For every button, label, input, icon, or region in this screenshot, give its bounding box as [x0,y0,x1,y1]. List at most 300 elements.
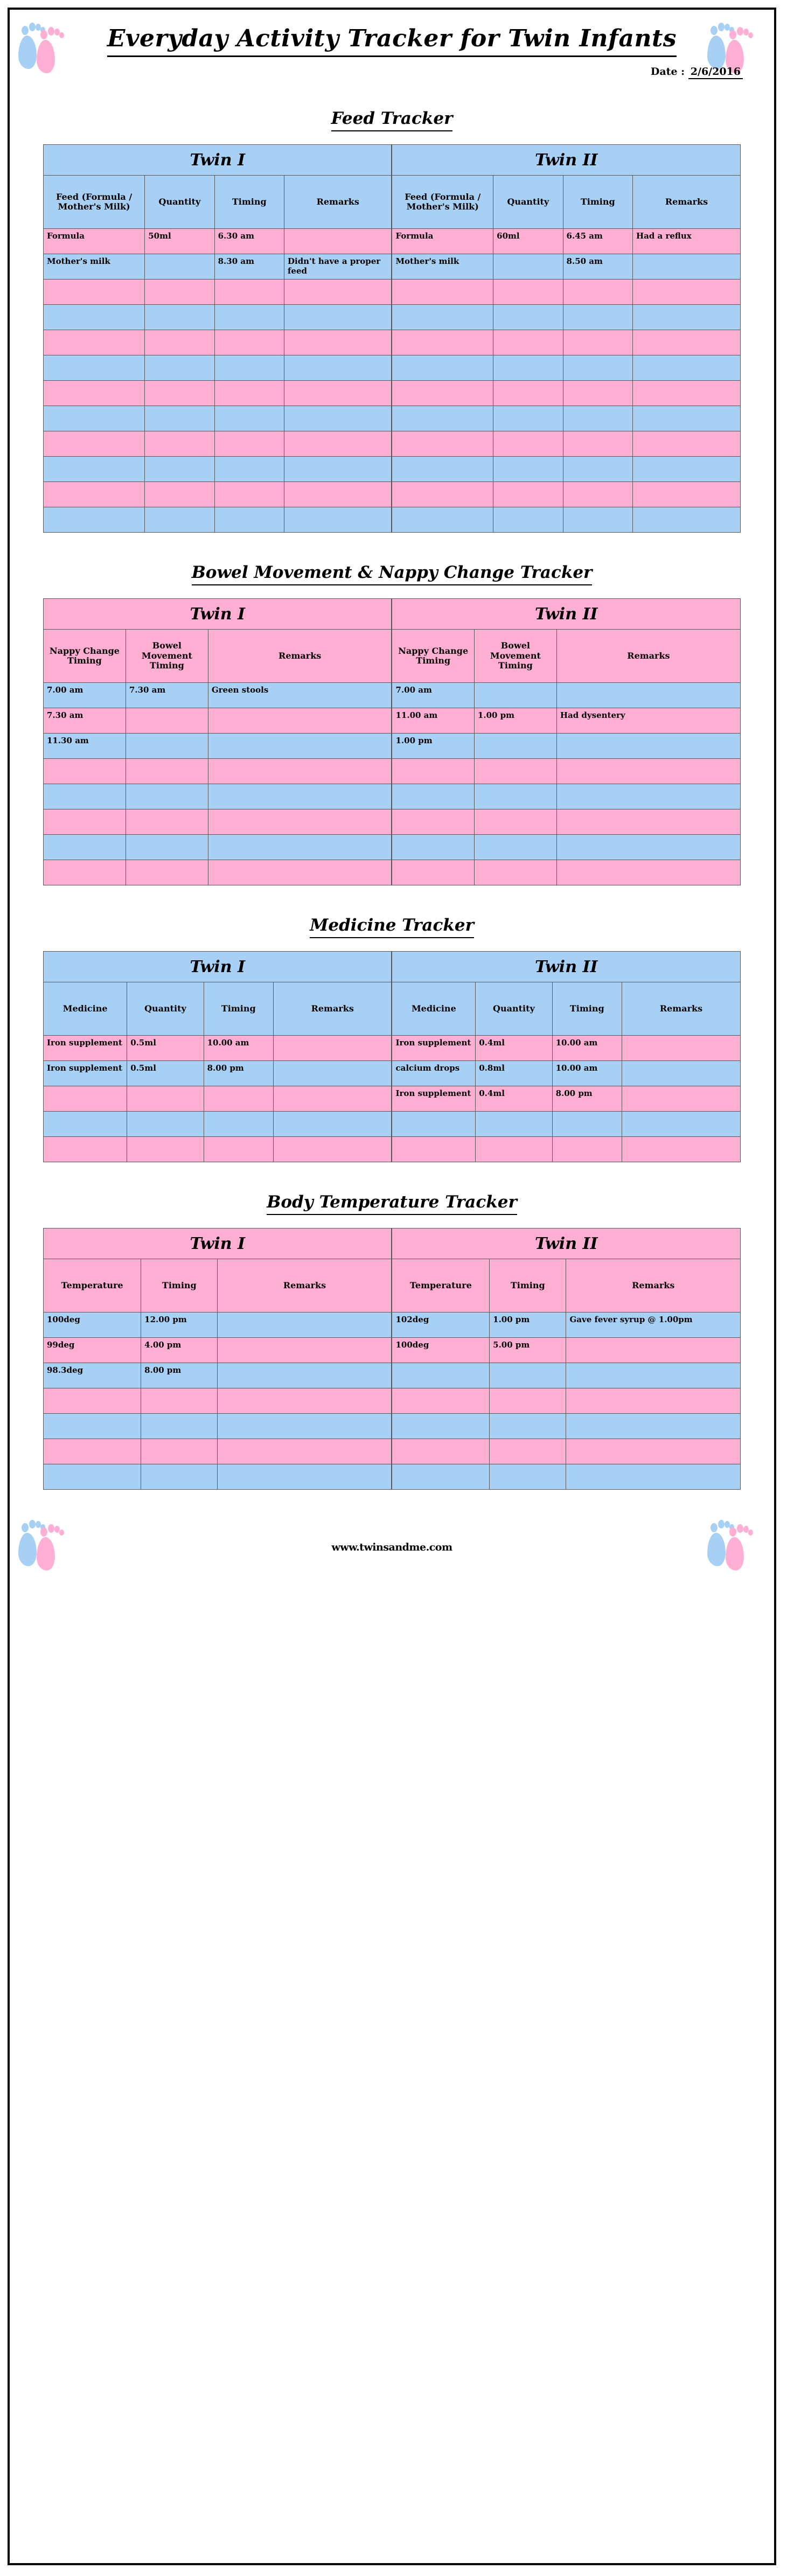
table-cell[interactable]: 0.5ml [127,1061,204,1086]
column-header: Quantity [145,176,214,229]
column-header: Remarks [632,176,740,229]
table-cell[interactable] [44,507,145,533]
column-header: Feed (Formula / Mother's Milk) [392,176,493,229]
table-cell[interactable] [493,330,563,355]
column-header: Remarks [208,630,392,683]
table-cell[interactable] [392,507,493,533]
table-cell[interactable] [493,305,563,330]
table-cell[interactable]: 8.00 pm [141,1363,218,1388]
table-row [44,1464,741,1490]
table-cell[interactable] [392,1112,475,1137]
table-cell[interactable] [145,457,214,482]
table-cell[interactable] [208,759,392,784]
table-cell[interactable]: Iron supplement [44,1036,127,1061]
table-cell[interactable]: 6.30 am [214,229,284,254]
table-cell[interactable] [44,1464,141,1490]
tracker-page [8,8,776,2565]
table-cell[interactable] [632,406,740,431]
table-cell[interactable] [476,1137,552,1162]
table-cell[interactable]: Had dysentery [556,708,740,734]
table-cell[interactable] [474,683,556,708]
table-cell[interactable] [44,835,126,860]
table-cell[interactable] [214,280,284,305]
table-cell[interactable] [493,406,563,431]
table-row [44,1112,741,1137]
table-cell[interactable] [632,431,740,457]
table-cell[interactable] [563,457,632,482]
table-cell[interactable] [273,1061,392,1086]
table-cell[interactable] [218,1338,392,1363]
table-cell[interactable]: 102deg [392,1313,489,1338]
table-cell[interactable] [44,1112,127,1137]
table-row [44,406,741,431]
column-header: Remarks [273,982,392,1036]
table-row [44,835,741,860]
table-cell[interactable] [493,457,563,482]
table-cell[interactable] [145,330,214,355]
table-cell[interactable] [44,784,126,809]
table-cell[interactable] [556,734,740,759]
table-cell[interactable]: 100deg [392,1338,489,1363]
table-cell[interactable]: 8.00 pm [552,1086,622,1112]
page-title [10,10,774,52]
table-cell[interactable] [632,457,740,482]
table-cell[interactable]: 8.50 am [563,254,632,280]
table-cell[interactable] [556,860,740,885]
section-title-bowel [10,563,774,582]
table-cell[interactable] [566,1464,741,1490]
table-cell[interactable] [392,381,493,406]
column-header: Nappy Change Timing [392,630,474,683]
table-cell[interactable] [622,1086,740,1112]
table-cell[interactable] [632,482,740,507]
table-cell[interactable]: Iron supplement [44,1061,127,1086]
table-cell[interactable] [392,1414,489,1439]
table-cell[interactable] [44,482,145,507]
table-cell[interactable]: 4.00 pm [141,1338,218,1363]
section-title-text: Medicine Tracker [310,916,474,938]
table-cell[interactable] [284,280,392,305]
table-cell[interactable] [44,1086,127,1112]
column-header: Temperature [392,1259,489,1313]
column-header: Remarks [622,982,740,1036]
table-cell[interactable]: Had a reflux [632,229,740,254]
spacer [10,1162,774,1192]
table-row [44,1363,741,1388]
table-cell[interactable] [44,809,126,835]
column-header: Medicine [392,982,475,1036]
table-cell[interactable] [392,860,474,885]
table-cell[interactable] [392,355,493,381]
table-cell[interactable] [214,355,284,381]
table-cell[interactable]: Iron supplement [392,1086,475,1112]
table-cell[interactable] [474,809,556,835]
table-cell[interactable] [556,759,740,784]
tracker-table-feed [43,144,741,533]
table-cell[interactable] [273,1086,392,1112]
table-cell[interactable] [145,355,214,381]
table-cell[interactable] [284,507,392,533]
table-cell[interactable]: 7.30 am [44,708,126,734]
table-cell[interactable] [145,406,214,431]
table-row [44,1414,741,1439]
twin-header-row [44,599,741,630]
table-row [44,431,741,457]
table-cell[interactable] [552,1137,622,1162]
table-cell[interactable] [622,1061,740,1086]
table-cell[interactable] [218,1313,392,1338]
table-cell[interactable] [273,1112,392,1137]
table-cell[interactable] [392,280,493,305]
table-cell[interactable] [208,784,392,809]
table-row [44,784,741,809]
table-cell[interactable] [392,1363,489,1388]
table-cell[interactable]: 1.00 pm [474,708,556,734]
footer-url[interactable]: www.twinsandme.com [331,1541,452,1553]
table-cell[interactable] [632,507,740,533]
spacer [10,90,774,109]
table-cell[interactable] [392,305,493,330]
table-cell[interactable] [204,1086,273,1112]
table-cell[interactable]: Green stools [208,683,392,708]
table-cell[interactable] [44,1137,127,1162]
table-cell[interactable] [273,1036,392,1061]
table-cell[interactable] [284,482,392,507]
table-cell[interactable]: Iron supplement [392,1036,475,1061]
table-cell[interactable] [127,1137,204,1162]
twin-header-row [44,1228,741,1259]
table-cell[interactable]: Formula [44,229,145,254]
table-cell[interactable]: Mother's milk [392,254,493,280]
tracker-table-temperature [43,1228,741,1490]
table-wrapper-medicine [10,951,774,1162]
table-cell[interactable] [214,330,284,355]
table-cell[interactable] [632,305,740,330]
column-header: Bowel Movement Timing [126,630,208,683]
table-row [44,457,741,482]
table-cell[interactable] [208,734,392,759]
table-cell[interactable] [284,431,392,457]
column-header-row [44,982,741,1036]
table-cell[interactable] [622,1036,740,1061]
table-wrapper-bowel [10,598,774,885]
date-label: Date : [650,66,685,78]
table-cell[interactable] [208,708,392,734]
table-cell[interactable] [204,1137,273,1162]
table-cell[interactable] [632,355,740,381]
table-cell[interactable] [141,1464,218,1490]
table-row [44,1388,741,1414]
table-cell[interactable] [44,381,145,406]
table-cell[interactable] [566,1363,741,1388]
section-title-text: Feed Tracker [331,109,453,131]
table-cell[interactable] [490,1388,566,1414]
table-cell[interactable] [493,482,563,507]
table-cell[interactable] [563,305,632,330]
table-cell[interactable] [44,431,145,457]
table-row [44,381,741,406]
table-cell[interactable]: 6.45 am [563,229,632,254]
table-cell[interactable]: 5.00 pm [490,1338,566,1363]
column-header-row [44,1259,741,1313]
table-cell[interactable] [126,860,208,885]
table-cell[interactable] [493,254,563,280]
table-cell[interactable] [563,507,632,533]
table-cell[interactable] [145,381,214,406]
table-cell[interactable] [490,1363,566,1388]
table-cell[interactable] [218,1439,392,1464]
table-cell[interactable] [145,507,214,533]
column-header: Timing [214,176,284,229]
table-cell[interactable] [44,860,126,885]
table-cell[interactable] [632,330,740,355]
table-cell[interactable]: Gave fever syrup @ 1.00pm [566,1313,741,1338]
column-header: Remarks [284,176,392,229]
table-cell[interactable] [493,381,563,406]
table-cell[interactable]: 10.00 am [552,1036,622,1061]
table-row [44,1439,741,1464]
table-cell[interactable]: 8.00 pm [204,1061,273,1086]
table-cell[interactable] [218,1388,392,1414]
table-cell[interactable] [44,330,145,355]
table-row [44,1313,741,1338]
table-cell[interactable] [208,860,392,885]
table-cell[interactable] [214,431,284,457]
table-cell[interactable]: 10.00 am [204,1036,273,1061]
table-cell[interactable] [284,457,392,482]
table-cell[interactable] [214,406,284,431]
column-header-row [44,176,741,229]
table-cell[interactable] [218,1464,392,1490]
table-cell[interactable] [214,457,284,482]
table-cell[interactable]: 1.00 pm [490,1313,566,1338]
table-cell[interactable] [632,254,740,280]
table-cell[interactable] [204,1112,273,1137]
table-cell[interactable] [622,1112,740,1137]
spacer [10,885,774,916]
column-header: Temperature [44,1259,141,1313]
table-row [44,1137,741,1162]
table-cell[interactable] [563,355,632,381]
table-cell[interactable] [44,1414,141,1439]
table-cell[interactable] [552,1112,622,1137]
table-cell[interactable] [474,759,556,784]
table-cell[interactable] [392,330,493,355]
table-cell[interactable] [273,1137,392,1162]
table-cell[interactable] [493,355,563,381]
table-cell[interactable] [392,431,493,457]
twin-header-one: Twin I [44,145,392,176]
column-header-row [44,630,741,683]
table-cell[interactable] [566,1388,741,1414]
tracker-sections [10,90,774,1490]
table-cell[interactable] [563,482,632,507]
table-cell[interactable] [44,305,145,330]
table-cell[interactable] [566,1414,741,1439]
table-cell[interactable] [214,305,284,330]
table-cell[interactable]: 7.00 am [392,683,474,708]
table-cell[interactable] [214,507,284,533]
table-cell[interactable]: 10.00 am [552,1061,622,1086]
table-cell[interactable] [208,835,392,860]
table-cell[interactable] [556,784,740,809]
table-cell[interactable]: 11.00 am [392,708,474,734]
table-cell[interactable] [632,280,740,305]
table-cell[interactable]: 12.00 pm [141,1313,218,1338]
table-cell[interactable] [392,406,493,431]
table-cell[interactable] [493,280,563,305]
column-header: Timing [490,1259,566,1313]
table-cell[interactable] [44,1388,141,1414]
table-cell[interactable] [392,1439,489,1464]
column-header: Remarks [556,630,740,683]
table-row [44,708,741,734]
table-row [44,759,741,784]
table-cell[interactable] [284,305,392,330]
table-cell[interactable] [622,1137,740,1162]
table-cell[interactable]: 50ml [145,229,214,254]
table-cell[interactable] [632,381,740,406]
table-cell[interactable] [126,784,208,809]
table-cell[interactable] [284,355,392,381]
column-header: Remarks [218,1259,392,1313]
page-title-text: Everyday Activity Tracker for Twin Infants [107,25,677,57]
table-cell[interactable]: 1.00 pm [392,734,474,759]
table-cell[interactable] [218,1414,392,1439]
tracker-table-medicine [43,951,741,1162]
table-cell[interactable] [563,280,632,305]
table-cell[interactable] [44,406,145,431]
table-cell[interactable] [493,507,563,533]
section-title-feed [10,109,774,128]
table-cell[interactable] [126,809,208,835]
table-cell[interactable]: 0.8ml [476,1061,552,1086]
table-cell[interactable] [145,305,214,330]
table-cell[interactable] [563,381,632,406]
table-cell[interactable] [566,1439,741,1464]
table-cell[interactable] [218,1363,392,1388]
table-cell[interactable] [392,1137,475,1162]
table-row [44,229,741,254]
table-cell[interactable] [392,809,474,835]
table-cell[interactable] [214,482,284,507]
table-cell[interactable] [474,784,556,809]
table-cell[interactable] [563,431,632,457]
table-cell[interactable] [556,835,740,860]
table-cell[interactable] [490,1439,566,1464]
table-cell[interactable] [126,759,208,784]
table-cell[interactable] [563,406,632,431]
table-cell[interactable] [493,431,563,457]
table-cell[interactable]: 7.00 am [44,683,126,708]
table-cell[interactable] [392,1388,489,1414]
table-cell[interactable] [392,1464,489,1490]
table-cell[interactable]: Didn't have a proper feed [284,254,392,280]
table-cell[interactable]: 99deg [44,1338,141,1363]
twin-header-two: Twin II [392,599,740,630]
table-cell[interactable] [566,1338,741,1363]
table-cell[interactable] [474,734,556,759]
table-cell[interactable] [141,1414,218,1439]
table-cell[interactable] [556,809,740,835]
table-cell[interactable] [126,734,208,759]
table-cell[interactable] [208,809,392,835]
table-cell[interactable] [145,254,214,280]
table-cell[interactable] [44,759,126,784]
tracker-table-bowel [43,598,741,885]
table-cell[interactable] [126,835,208,860]
table-row [44,1036,741,1061]
table-cell[interactable] [126,708,208,734]
table-cell[interactable]: Mother's milk [44,254,145,280]
table-cell[interactable]: Formula [392,229,493,254]
table-cell[interactable] [145,280,214,305]
table-cell[interactable]: calcium drops [392,1061,475,1086]
table-cell[interactable] [284,406,392,431]
footprints-left [15,19,80,79]
table-cell[interactable] [284,229,392,254]
table-row [44,330,741,355]
table-cell[interactable]: 0.4ml [476,1086,552,1112]
table-cell[interactable] [392,482,493,507]
table-cell[interactable]: 8.30 am [214,254,284,280]
table-cell[interactable] [392,759,474,784]
date-value[interactable]: 2/6/2016 [688,66,743,79]
table-cell[interactable]: 100deg [44,1313,141,1338]
table-cell[interactable] [563,330,632,355]
table-cell[interactable] [474,835,556,860]
table-cell[interactable] [474,860,556,885]
table-row [44,507,741,533]
table-row [44,1338,741,1363]
table-cell[interactable] [392,784,474,809]
table-cell[interactable]: 98.3deg [44,1363,141,1388]
table-cell[interactable] [141,1439,218,1464]
table-cell[interactable] [556,683,740,708]
table-cell[interactable]: 60ml [493,229,563,254]
table-cell[interactable]: 0.5ml [127,1036,204,1061]
column-header: Quantity [493,176,563,229]
table-cell[interactable] [44,355,145,381]
twin-header-one: Twin I [44,599,392,630]
table-cell[interactable] [392,457,493,482]
table-cell[interactable] [44,1439,141,1464]
table-cell[interactable] [127,1086,204,1112]
column-header: Nappy Change Timing [44,630,126,683]
table-cell[interactable]: 0.4ml [476,1036,552,1061]
table-cell[interactable] [490,1414,566,1439]
table-cell[interactable] [284,330,392,355]
table-cell[interactable] [44,457,145,482]
table-cell[interactable]: 7.30 am [126,683,208,708]
table-cell[interactable] [141,1388,218,1414]
table-cell[interactable] [145,431,214,457]
table-cell[interactable] [127,1112,204,1137]
table-row [44,1061,741,1086]
table-row [44,809,741,835]
table-cell[interactable] [490,1464,566,1490]
table-cell[interactable] [284,381,392,406]
table-cell[interactable] [214,381,284,406]
table-cell[interactable] [145,482,214,507]
column-header: Feed (Formula / Mother's Milk) [44,176,145,229]
table-cell[interactable] [476,1112,552,1137]
table-cell[interactable] [44,280,145,305]
table-cell[interactable]: 11.30 am [44,734,126,759]
column-header: Timing [563,176,632,229]
column-header: Medicine [44,982,127,1036]
table-cell[interactable] [392,835,474,860]
